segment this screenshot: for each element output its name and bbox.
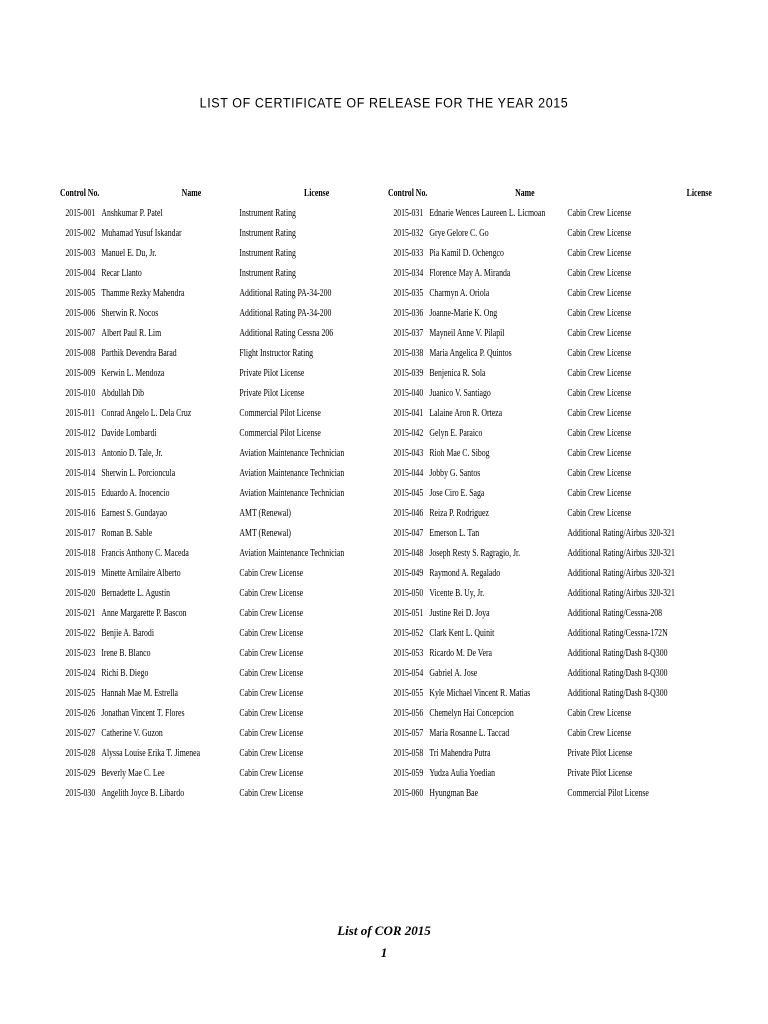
left-rows bbox=[60, 204, 427, 804]
name-cell: Hannah Mae M. Estrella bbox=[101, 688, 179, 699]
license-cell: Cabin Crew License bbox=[567, 488, 632, 499]
license-cell: Cabin Crew License bbox=[239, 668, 304, 679]
name-cell: Chemelyn Hai Concepcion bbox=[429, 708, 514, 719]
license-cell: Cabin Crew License bbox=[239, 568, 304, 579]
license-cell: Cabin Crew License bbox=[239, 768, 304, 779]
control-no-cell: 2015-015 bbox=[65, 488, 96, 499]
table-row bbox=[60, 424, 427, 444]
table-row bbox=[60, 524, 427, 544]
control-no-cell: 2015-031 bbox=[393, 208, 424, 219]
control-no-cell: 2015-019 bbox=[65, 568, 96, 579]
name-cell: Yudza Aulia Yoedian bbox=[429, 768, 495, 779]
license-cell: Additional Rating/Dash 8-Q300 bbox=[567, 688, 668, 699]
table-row bbox=[60, 344, 427, 364]
control-no-cell: 2015-056 bbox=[393, 708, 424, 719]
name-cell: Jobby G. Santos bbox=[429, 468, 481, 479]
control-no-cell: 2015-006 bbox=[65, 308, 96, 319]
table-row bbox=[60, 264, 427, 284]
table-row bbox=[60, 244, 427, 264]
table-row bbox=[388, 324, 755, 344]
name-cell: Antonio D. Tale, Jr. bbox=[101, 448, 163, 459]
name-cell: Jose Ciro E. Saga bbox=[429, 488, 485, 499]
control-no-cell: 2015-042 bbox=[393, 428, 424, 439]
control-no-cell: 2015-051 bbox=[393, 608, 424, 619]
header-name: Name bbox=[181, 188, 202, 199]
table-row bbox=[388, 464, 755, 484]
control-no-cell: 2015-033 bbox=[393, 248, 424, 259]
table-row bbox=[60, 564, 427, 584]
license-cell: Cabin Crew License bbox=[239, 688, 304, 699]
control-no-cell: 2015-034 bbox=[393, 268, 424, 279]
name-cell: Justine Rei D. Joya bbox=[429, 608, 490, 619]
control-no-cell: 2015-057 bbox=[393, 728, 424, 739]
license-cell: Instrument Rating bbox=[239, 268, 296, 279]
license-cell: Instrument Rating bbox=[239, 228, 296, 239]
name-cell: Davide Lombardi bbox=[101, 428, 157, 439]
license-cell: Cabin Crew License bbox=[567, 508, 632, 519]
license-cell: Cabin Crew License bbox=[567, 448, 632, 459]
table-row bbox=[388, 564, 755, 584]
name-cell: Florence May A. Miranda bbox=[429, 268, 511, 279]
name-cell: Pia Kamil D. Ochengco bbox=[429, 248, 504, 259]
name-cell: Charmyn A. Oriola bbox=[429, 288, 490, 299]
control-no-cell: 2015-038 bbox=[393, 348, 424, 359]
license-cell: Cabin Crew License bbox=[567, 308, 632, 319]
control-no-cell: 2015-060 bbox=[393, 788, 424, 799]
license-cell: Commercial Pilot License bbox=[239, 408, 321, 419]
name-cell: Maria Angelica P. Quintos bbox=[429, 348, 512, 359]
table-row bbox=[388, 404, 755, 424]
name-cell: Richi B. Diego bbox=[101, 668, 149, 679]
control-no-cell: 2015-003 bbox=[65, 248, 96, 259]
header-license: License bbox=[686, 188, 712, 199]
control-no-cell: 2015-029 bbox=[65, 768, 96, 779]
name-cell: Kyle Michael Vincent R. Matias bbox=[429, 688, 531, 699]
name-cell: Rioh Mae C. Sibog bbox=[429, 448, 490, 459]
control-no-cell: 2015-011 bbox=[65, 408, 96, 419]
license-cell: Cabin Crew License bbox=[567, 268, 632, 279]
table-row bbox=[60, 304, 427, 324]
name-cell: Hyungman Bae bbox=[429, 788, 479, 799]
control-no-cell: 2015-049 bbox=[393, 568, 424, 579]
license-cell: Additional Rating/Dash 8-Q300 bbox=[567, 648, 668, 659]
name-cell: Emerson L. Tan bbox=[429, 528, 480, 539]
page-number: 1 bbox=[380, 945, 388, 960]
license-cell: Cabin Crew License bbox=[567, 428, 632, 439]
name-cell: Sherwin L. Porcioncula bbox=[101, 468, 176, 479]
table-row bbox=[388, 284, 755, 304]
name-cell: Gabriel A. Jose bbox=[429, 668, 478, 679]
control-no-cell: 2015-025 bbox=[65, 688, 96, 699]
table-row bbox=[388, 524, 755, 544]
license-cell: Cabin Crew License bbox=[567, 348, 632, 359]
name-cell: Abdullah Dib bbox=[101, 388, 145, 399]
table-row bbox=[60, 544, 427, 564]
table-row bbox=[60, 324, 427, 344]
license-cell: Additional Rating/Cessna-208 bbox=[567, 608, 663, 619]
table-row bbox=[60, 224, 427, 244]
table-row bbox=[60, 764, 427, 784]
name-cell: Muhamad Yusuf Iskandar bbox=[101, 228, 182, 239]
table-row bbox=[388, 604, 755, 624]
control-no-cell: 2015-010 bbox=[65, 388, 96, 399]
license-cell: Cabin Crew License bbox=[567, 388, 632, 399]
name-cell: Benjenica R. Sola bbox=[429, 368, 486, 379]
table-row bbox=[60, 724, 427, 744]
control-no-cell: 2015-030 bbox=[65, 788, 96, 799]
name-cell: Anne Margarette P. Bascon bbox=[101, 608, 187, 619]
name-cell: Ednarie Wences Laureen L. Licmoan bbox=[429, 208, 546, 219]
table-row bbox=[60, 404, 427, 424]
table-row bbox=[388, 344, 755, 364]
control-no-cell: 2015-026 bbox=[65, 708, 96, 719]
name-cell: Bernadette L. Agustin bbox=[101, 588, 171, 599]
control-no-cell: 2015-014 bbox=[65, 468, 96, 479]
license-cell: Additional Rating Cessna 206 bbox=[239, 328, 334, 339]
license-cell: Cabin Crew License bbox=[567, 228, 632, 239]
name-cell: Sherwin R. Nocos bbox=[101, 308, 159, 319]
control-no-cell: 2015-037 bbox=[393, 328, 424, 339]
name-cell: Manuel E. Du, Jr. bbox=[101, 248, 157, 259]
license-cell: Additional Rating/Dash 8-Q300 bbox=[567, 668, 668, 679]
name-cell: Joseph Resty S. Ragragio, Jr. bbox=[429, 548, 521, 559]
table-row bbox=[60, 384, 427, 404]
control-no-cell: 2015-021 bbox=[65, 608, 96, 619]
license-cell: Aviation Maintenance Technician bbox=[239, 468, 345, 479]
license-cell: Aviation Maintenance Technician bbox=[239, 448, 345, 459]
name-cell: Recar Llanto bbox=[101, 268, 142, 279]
table-row bbox=[388, 364, 755, 384]
table-row bbox=[388, 664, 755, 684]
header-name: Name bbox=[515, 188, 535, 199]
name-cell: Angelith Joyce B. Libardo bbox=[101, 788, 185, 799]
license-cell: Cabin Crew License bbox=[567, 368, 632, 379]
control-no-cell: 2015-045 bbox=[393, 488, 424, 499]
table-row bbox=[60, 704, 427, 724]
table-row bbox=[60, 444, 427, 464]
table-row bbox=[60, 784, 427, 804]
license-cell: Cabin Crew License bbox=[239, 728, 304, 739]
table-row bbox=[60, 624, 427, 644]
name-cell: Juanico V. Santiago bbox=[429, 388, 491, 399]
table-row bbox=[60, 484, 427, 504]
name-cell: Tri Mahendra Putra bbox=[429, 748, 491, 759]
name-cell: Alyssa Louise Erika T. Jimenea bbox=[101, 748, 201, 759]
right-rows bbox=[388, 204, 755, 804]
table-row bbox=[388, 444, 755, 464]
table-header bbox=[60, 184, 427, 204]
name-cell: Francis Anthony C. Maceda bbox=[101, 548, 189, 559]
control-no-cell: 2015-048 bbox=[393, 548, 424, 559]
table-row bbox=[388, 224, 755, 244]
table-row bbox=[388, 644, 755, 664]
table-row bbox=[60, 664, 427, 684]
table-row bbox=[60, 284, 427, 304]
name-cell: Ricardo M. De Vera bbox=[429, 648, 493, 659]
control-no-cell: 2015-016 bbox=[65, 508, 96, 519]
license-cell: Additional Rating/Airbus 320-321 bbox=[567, 568, 675, 579]
name-cell: Reiza P. Rodriguez bbox=[429, 508, 489, 519]
table-row bbox=[388, 584, 755, 604]
table-row bbox=[388, 784, 755, 804]
control-no-cell: 2015-047 bbox=[393, 528, 424, 539]
name-cell: Kerwin L. Mendoza bbox=[101, 368, 165, 379]
control-no-cell: 2015-023 bbox=[65, 648, 96, 659]
control-no-cell: 2015-018 bbox=[65, 548, 96, 559]
page-footer bbox=[0, 920, 768, 964]
name-cell: Thamme Rezky Mahendra bbox=[101, 288, 185, 299]
control-no-cell: 2015-007 bbox=[65, 328, 96, 339]
table-row bbox=[388, 704, 755, 724]
license-cell: Cabin Crew License bbox=[567, 248, 632, 259]
name-cell: Mayneil Anne V. Pilapil bbox=[429, 328, 505, 339]
name-cell: Parthik Devendra Barad bbox=[101, 348, 177, 359]
control-no-cell: 2015-054 bbox=[393, 668, 424, 679]
control-no-cell: 2015-040 bbox=[393, 388, 424, 399]
license-cell: Commercial Pilot License bbox=[567, 788, 649, 799]
license-cell: Aviation Maintenance Technician bbox=[239, 548, 345, 559]
license-cell: Cabin Crew License bbox=[239, 608, 304, 619]
license-cell: Additional Rating/Airbus 320-321 bbox=[567, 528, 675, 539]
header-control-no: Control No. bbox=[60, 188, 100, 199]
license-cell: Cabin Crew License bbox=[239, 708, 304, 719]
control-no-cell: 2015-020 bbox=[65, 588, 96, 599]
name-cell: Lalaine Aron R. Orteza bbox=[429, 408, 503, 419]
footer-caption: List of COR 2015 bbox=[337, 923, 431, 938]
license-cell: Instrument Rating bbox=[239, 248, 296, 259]
header-control-no: Control No. bbox=[388, 188, 428, 199]
control-no-cell: 2015-001 bbox=[65, 208, 96, 219]
table-row bbox=[60, 684, 427, 704]
name-cell: Raymond A. Regalado bbox=[429, 568, 501, 579]
name-cell: Jonathan Vincent T. Flores bbox=[101, 708, 185, 719]
table-row bbox=[388, 264, 755, 284]
table-row bbox=[60, 604, 427, 624]
name-cell: Roman B. Sable bbox=[101, 528, 153, 539]
name-cell: Albert Paul R. Lim bbox=[101, 328, 162, 339]
table-row bbox=[388, 624, 755, 644]
license-cell: Cabin Crew License bbox=[239, 588, 304, 599]
name-cell: Vicente B. Uy, Jr. bbox=[429, 588, 485, 599]
table-row bbox=[388, 744, 755, 764]
license-cell: Cabin Crew License bbox=[567, 468, 632, 479]
control-no-cell: 2015-043 bbox=[393, 448, 424, 459]
license-cell: Additional Rating PA-34-200 bbox=[239, 288, 332, 299]
control-no-cell: 2015-039 bbox=[393, 368, 424, 379]
license-cell: Cabin Crew License bbox=[567, 708, 632, 719]
license-cell: Additional Rating/Airbus 320-321 bbox=[567, 548, 675, 559]
table-row bbox=[60, 584, 427, 604]
name-cell: Beverly Mae C. Lee bbox=[101, 768, 165, 779]
name-cell: Benjie A. Barodi bbox=[101, 628, 154, 639]
license-cell: Private Pilot License bbox=[567, 748, 633, 759]
table-row bbox=[60, 644, 427, 664]
license-cell: Cabin Crew License bbox=[567, 208, 632, 219]
table-row bbox=[388, 304, 755, 324]
control-no-cell: 2015-050 bbox=[393, 588, 424, 599]
control-no-cell: 2015-005 bbox=[65, 288, 96, 299]
license-cell: AMT (Renewal) bbox=[239, 528, 292, 539]
license-cell: Cabin Crew License bbox=[239, 628, 304, 639]
license-cell: Aviation Maintenance Technician bbox=[239, 488, 345, 499]
control-no-cell: 2015-059 bbox=[393, 768, 424, 779]
document-title: LIST OF CERTIFICATE OF RELEASE FOR THE YEAR 2015 bbox=[199, 95, 569, 111]
license-cell: AMT (Renewal) bbox=[239, 508, 292, 519]
name-cell: Irene B. Blanco bbox=[101, 648, 151, 659]
license-cell: Additional Rating/Cessna-172N bbox=[567, 628, 668, 639]
control-no-cell: 2015-055 bbox=[393, 688, 424, 699]
license-cell: Cabin Crew License bbox=[567, 288, 632, 299]
control-no-cell: 2015-028 bbox=[65, 748, 96, 759]
name-cell: Grye Gelore C. Go bbox=[429, 228, 489, 239]
control-no-cell: 2015-044 bbox=[393, 468, 424, 479]
control-no-cell: 2015-012 bbox=[65, 428, 96, 439]
name-cell: Conrad Angelo L. Dela Cruz bbox=[101, 408, 192, 419]
table-row bbox=[388, 724, 755, 744]
table-row bbox=[388, 244, 755, 264]
license-cell: Instrument Rating bbox=[239, 208, 296, 219]
name-cell: Eduardo A. Inocencio bbox=[101, 488, 170, 499]
table-row bbox=[388, 764, 755, 784]
table-row bbox=[388, 504, 755, 524]
left-table bbox=[60, 184, 427, 804]
table-row bbox=[60, 204, 427, 224]
name-cell: Catherine V. Guzon bbox=[101, 728, 163, 739]
table-row bbox=[60, 744, 427, 764]
control-no-cell: 2015-002 bbox=[65, 228, 96, 239]
control-no-cell: 2015-022 bbox=[65, 628, 96, 639]
name-cell: Clark Kent L. Quinit bbox=[429, 628, 495, 639]
control-no-cell: 2015-053 bbox=[393, 648, 424, 659]
control-no-cell: 2015-008 bbox=[65, 348, 96, 359]
license-cell: Cabin Crew License bbox=[567, 728, 632, 739]
table-row bbox=[60, 364, 427, 384]
license-cell: Flight Instructor Rating bbox=[239, 348, 314, 359]
name-cell: Maria Rosanne L. Taccad bbox=[429, 728, 510, 739]
name-cell: Earnest S. Gundayao bbox=[101, 508, 167, 519]
license-cell: Cabin Crew License bbox=[567, 408, 632, 419]
license-cell: Private Pilot License bbox=[567, 768, 633, 779]
control-no-cell: 2015-052 bbox=[393, 628, 424, 639]
table-row bbox=[60, 504, 427, 524]
control-no-cell: 2015-036 bbox=[393, 308, 424, 319]
table-header bbox=[388, 184, 755, 204]
license-cell: Private Pilot License bbox=[239, 368, 305, 379]
table-row bbox=[388, 204, 755, 224]
license-cell: Cabin Crew License bbox=[239, 748, 304, 759]
license-cell: Private Pilot License bbox=[239, 388, 305, 399]
name-cell: Minette Arnilaire Alberto bbox=[101, 568, 181, 579]
control-no-cell: 2015-035 bbox=[393, 288, 424, 299]
license-cell: Cabin Crew License bbox=[239, 648, 304, 659]
license-cell: Cabin Crew License bbox=[567, 328, 632, 339]
header-license: License bbox=[304, 188, 330, 199]
control-no-cell: 2015-046 bbox=[393, 508, 424, 519]
license-cell: Commercial Pilot License bbox=[239, 428, 321, 439]
control-no-cell: 2015-027 bbox=[65, 728, 96, 739]
license-cell: Cabin Crew License bbox=[239, 788, 304, 799]
table-row bbox=[388, 384, 755, 404]
control-no-cell: 2015-058 bbox=[393, 748, 424, 759]
table-row bbox=[388, 544, 755, 564]
name-cell: Anshkumar P. Patel bbox=[101, 208, 163, 219]
table-row bbox=[388, 684, 755, 704]
control-no-cell: 2015-017 bbox=[65, 528, 96, 539]
license-cell: Additional Rating/Airbus 320-321 bbox=[567, 588, 675, 599]
control-no-cell: 2015-004 bbox=[65, 268, 96, 279]
control-no-cell: 2015-032 bbox=[393, 228, 424, 239]
license-cell: Additional Rating PA-34-200 bbox=[239, 308, 332, 319]
table-row bbox=[388, 484, 755, 504]
control-no-cell: 2015-009 bbox=[65, 368, 96, 379]
control-no-cell: 2015-041 bbox=[393, 408, 424, 419]
name-cell: Joanne-Marie K. Ong bbox=[429, 308, 498, 319]
name-cell: Gelyn E. Paraico bbox=[429, 428, 483, 439]
table-row bbox=[60, 464, 427, 484]
control-no-cell: 2015-024 bbox=[65, 668, 96, 679]
control-no-cell: 2015-013 bbox=[65, 448, 96, 459]
right-table bbox=[388, 184, 755, 804]
table-row bbox=[388, 424, 755, 444]
